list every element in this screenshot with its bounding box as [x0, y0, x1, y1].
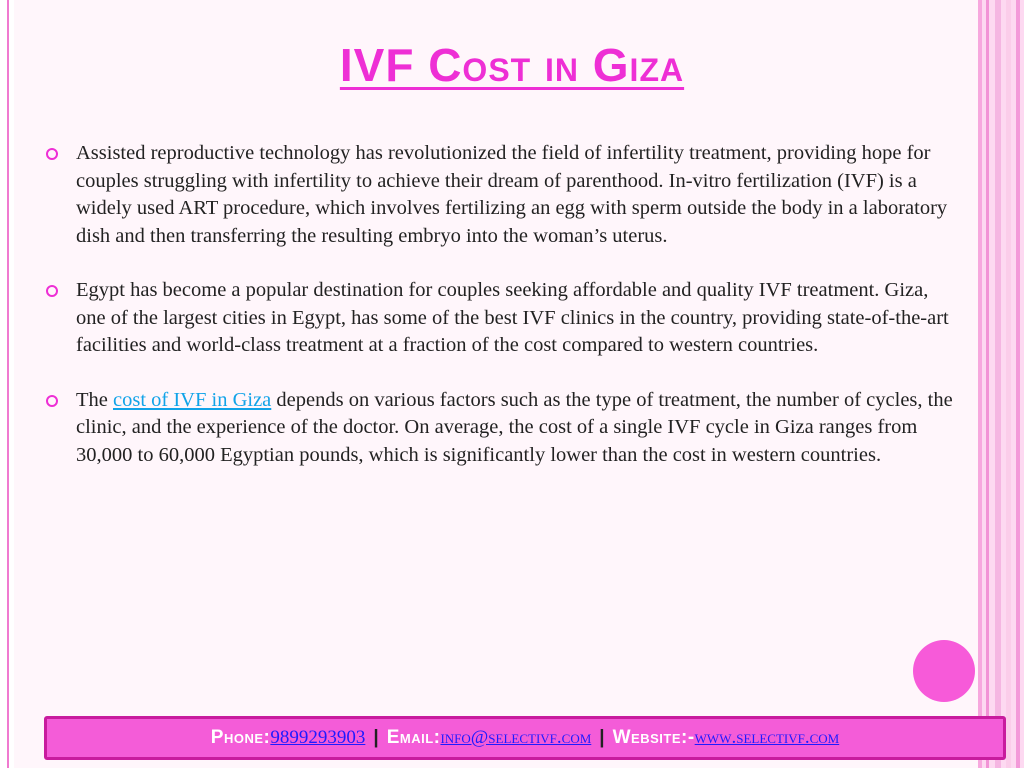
phone-link[interactable]: 9899293903 [270, 727, 366, 748]
bullet-ring-icon [46, 285, 58, 297]
footer-separator: | [599, 727, 605, 748]
email-link[interactable]: info@selectivf.com [440, 727, 592, 748]
left-border [0, 0, 14, 768]
website-label: Website:- [612, 727, 695, 748]
email-label: Email: [386, 727, 441, 748]
phone-label: Phone: [210, 727, 271, 748]
right-stripes [978, 0, 1024, 768]
bullet-list [40, 140, 960, 496]
bullet-text-after-link: depends on various factors such as the type of treatment, the number of cycles, the clinic, and the experience of the doctor. On average, the cost of a single IVF cycle in Giza ranges from 30,000 to 60,000 Egyptian pounds, which is significantly lower than the cost in western countries. [76, 388, 953, 466]
slide-title [0, 38, 1024, 92]
bullet-text [76, 387, 960, 470]
decorative-circle [913, 640, 975, 702]
bullet-item [40, 387, 960, 470]
bullet-item [40, 277, 960, 360]
contact-footer [44, 716, 1006, 760]
bullet-ring-icon [46, 148, 58, 160]
bullet-text: Assisted reproductive technology has revolutionized the field of infertility treatment, providing hope for couples struggling with infertility to achieve their dream of parenthood. In-vitro fertilization (IVF) is a widely used ART procedure, which involves fertilizing an egg with sperm outside the body in a laboratory dish and then transferring the resulting embryo into the woman’s uterus. [76, 142, 948, 247]
bullet-item [40, 140, 960, 250]
footer-separator: | [373, 727, 379, 748]
bullet-ring-icon [46, 395, 58, 407]
cost-of-ivf-link[interactable]: cost of IVF in Giza [113, 388, 272, 411]
website-link[interactable]: www.selectivf.com [694, 727, 840, 748]
slide-title-text: IVF Cost in Giza [339, 39, 685, 91]
bullet-text-before-link: The [76, 388, 113, 411]
bullet-text: Egypt has become a popular destination for couples seeking affordable and quality IVF treatment. Giza, one of the largest cities in Egypt, has some of the best IVF clinics in the country, providing state-of-the-art facilities and world-class treatment at a fraction of the cost compared to western countries. [76, 279, 949, 356]
